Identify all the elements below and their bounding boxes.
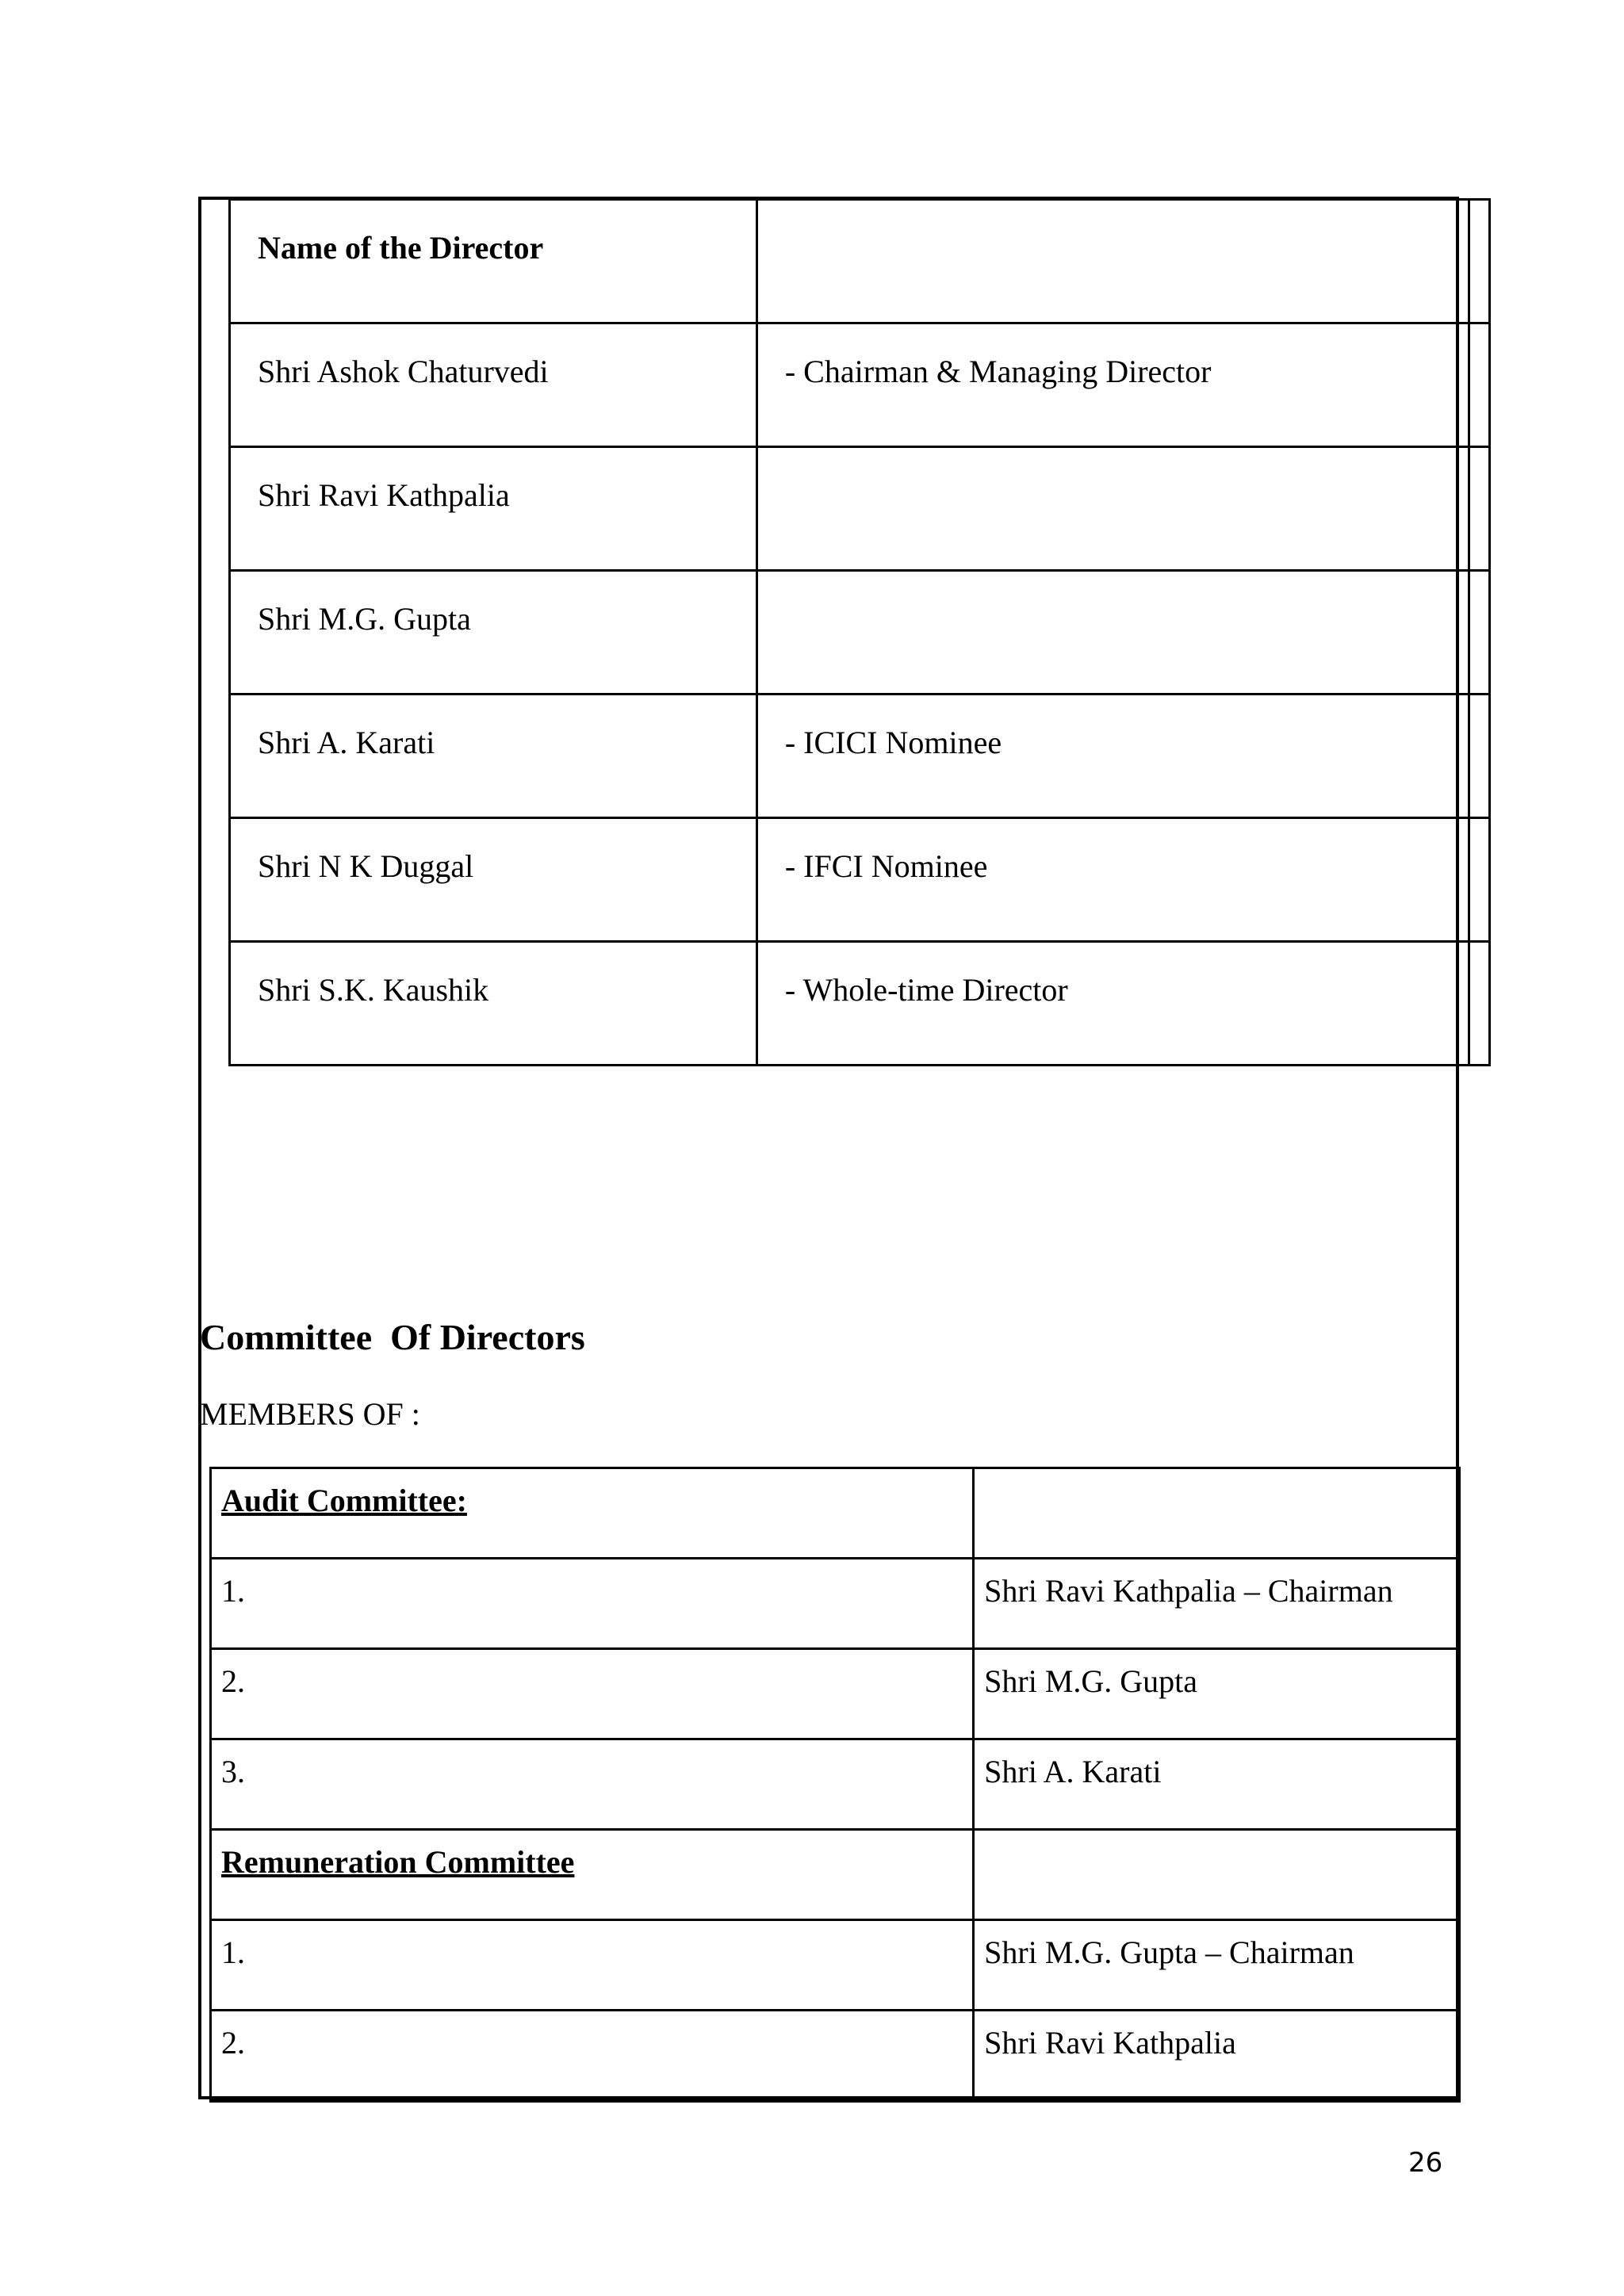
director-name: Shri Ravi Kathpalia [230,447,757,571]
director-role: - Chairman & Managing Director [756,323,1469,447]
page-number: 26 [1408,2147,1443,2179]
row-number: 3. [211,1739,974,1830]
director-role: - Whole-time Director [756,942,1469,1066]
member-name: Shri Ravi Kathpalia – Chairman [974,1559,1460,1649]
member-name: Shri M.G. Gupta – Chairman [974,1920,1460,2011]
remuneration-committee-title: Remuneration Committee [211,1830,974,1920]
director-role [756,447,1469,571]
table-row [211,1920,1460,2011]
member-name: Shri M.G. Gupta [974,1649,1460,1739]
table-row [211,1739,1460,1830]
director-role: - ICICI Nominee [756,695,1469,818]
table-row [230,695,1490,818]
table-row [230,571,1490,695]
members-label: MEMBERS OF : [200,1396,420,1432]
member-name: Shri Ravi Kathpalia [974,2011,1460,2101]
director-role: - IFCI Nominee [756,818,1469,942]
director-name: Shri S.K. Kaushik [230,942,757,1066]
audit-committee-title: Audit Committee: [211,1468,974,1559]
table-row [211,1649,1460,1739]
directors-header-blank [756,200,1469,323]
director-role [756,571,1469,695]
row-number: 2. [211,2011,974,2101]
row-number: 1. [211,1920,974,2011]
table-row [230,200,1490,323]
table-row [230,447,1490,571]
director-name: Shri N K Duggal [230,818,757,942]
table-row [211,1559,1460,1649]
table-row [211,1468,1460,1559]
table-row [211,1830,1460,1920]
director-name: Shri A. Karati [230,695,757,818]
member-name: Shri A. Karati [974,1739,1460,1830]
row-number: 2. [211,1649,974,1739]
directors-header: Name of the Director [230,200,757,323]
table-row [230,942,1490,1066]
committee-table [209,1467,1461,2103]
table-row [230,818,1490,942]
directors-table [228,198,1491,1066]
table-row [230,323,1490,447]
director-name: Shri Ashok Chaturvedi [230,323,757,447]
row-number: 1. [211,1559,974,1649]
section-heading: Committee Of Directors [200,1317,585,1357]
director-name: Shri M.G. Gupta [230,571,757,695]
table-row [211,2011,1460,2101]
